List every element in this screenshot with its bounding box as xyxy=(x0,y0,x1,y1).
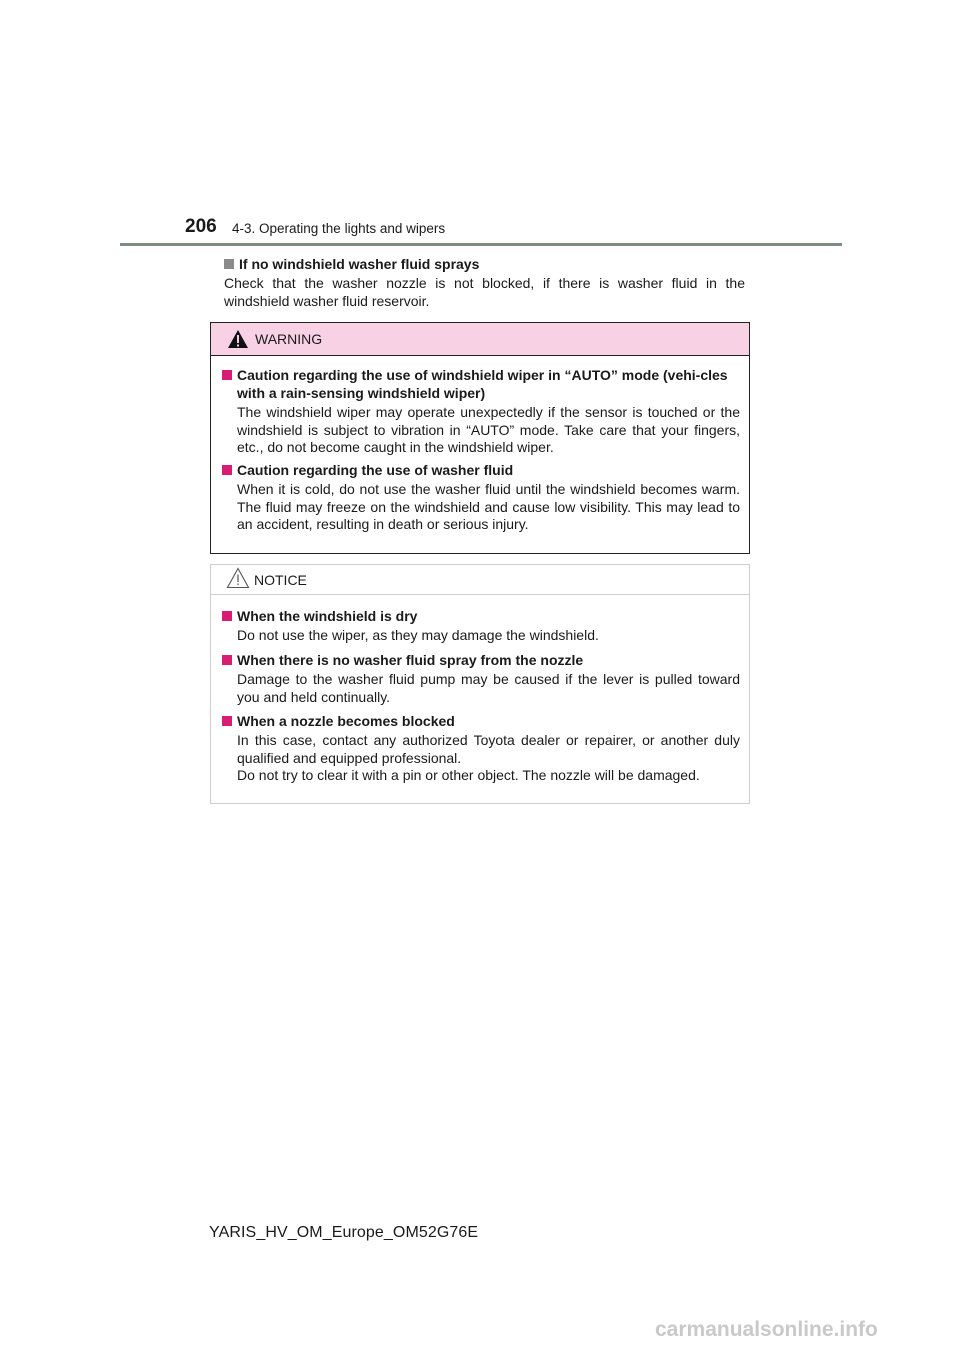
notice-item-body: Do not use the wiper, as they may damage the windshield. xyxy=(237,627,599,643)
notice-item-heading: When the windshield is dry xyxy=(237,608,418,624)
intro-item-body: Check that the washer nozzle is not blocked, if there is washer fluid in the windshield washer fluid reservoir. xyxy=(224,275,745,309)
notice-item-body: In this case, contact any authorized Toyota dealer or repairer, or another duly qualified and equipped professional. xyxy=(237,732,740,766)
notice-item xyxy=(222,651,740,706)
warning-item-heading: Caution regarding the use of windshield wiper in “AUTO” mode (vehi-cles with a rain-sensing windshield wiper) xyxy=(237,367,728,401)
notice-triangle-icon xyxy=(226,567,250,589)
section-title: 4-3. Operating the lights and wipers xyxy=(232,221,446,236)
warning-item xyxy=(222,366,740,457)
page-header xyxy=(120,216,842,246)
intro-item xyxy=(224,255,745,310)
square-bullet-icon xyxy=(222,611,232,621)
notice-item-body-secondary: Do not try to clear it with a pin or other object. The nozzle will be damaged. xyxy=(237,767,700,783)
notice-label: NOTICE xyxy=(254,572,307,588)
warning-item-body: When it is cold, do not use the washer fluid until the windshield becomes warm. The fluid may freeze on the windshield and cause low visibility. This may lead to an accident, resulting in death or serious injury. xyxy=(237,481,740,532)
square-bullet-icon xyxy=(222,716,232,726)
notice-item xyxy=(222,607,740,645)
warning-label: WARNING xyxy=(255,331,323,347)
intro-item-heading: If no windshield washer fluid sprays xyxy=(239,256,480,272)
warning-item-body: The windshield wiper may operate unexpectedly if the sensor is touched or the windshield is subject to vibration in “AUTO” mode. Take care that your fingers, etc., do not become caught in the windshield wiper. xyxy=(237,404,740,455)
warning-item-heading: Caution regarding the use of washer fluid xyxy=(237,462,514,478)
notice-item-heading: When a nozzle becomes blocked xyxy=(237,713,455,729)
warning-item xyxy=(222,461,740,534)
notice-item-heading: When there is no washer fluid spray from the nozzle xyxy=(237,652,584,668)
square-bullet-icon xyxy=(222,370,232,380)
notice-item-body: Damage to the washer fluid pump may be caused if the lever is pulled toward you and held continually. xyxy=(237,671,740,705)
warning-triangle-icon xyxy=(227,329,249,349)
square-bullet-icon xyxy=(224,259,234,269)
notice-item xyxy=(222,712,740,785)
warning-header xyxy=(211,323,749,356)
warning-box xyxy=(210,322,750,554)
square-bullet-icon xyxy=(222,655,232,665)
watermark: carmanualsonline.info xyxy=(655,1318,878,1341)
notice-box xyxy=(210,564,750,804)
notice-header xyxy=(211,565,749,595)
square-bullet-icon xyxy=(222,465,232,475)
page-number: 206 xyxy=(185,216,217,237)
header-rule xyxy=(120,243,842,246)
document-code: YARIS_HV_OM_Europe_OM52G76E xyxy=(209,1224,479,1241)
